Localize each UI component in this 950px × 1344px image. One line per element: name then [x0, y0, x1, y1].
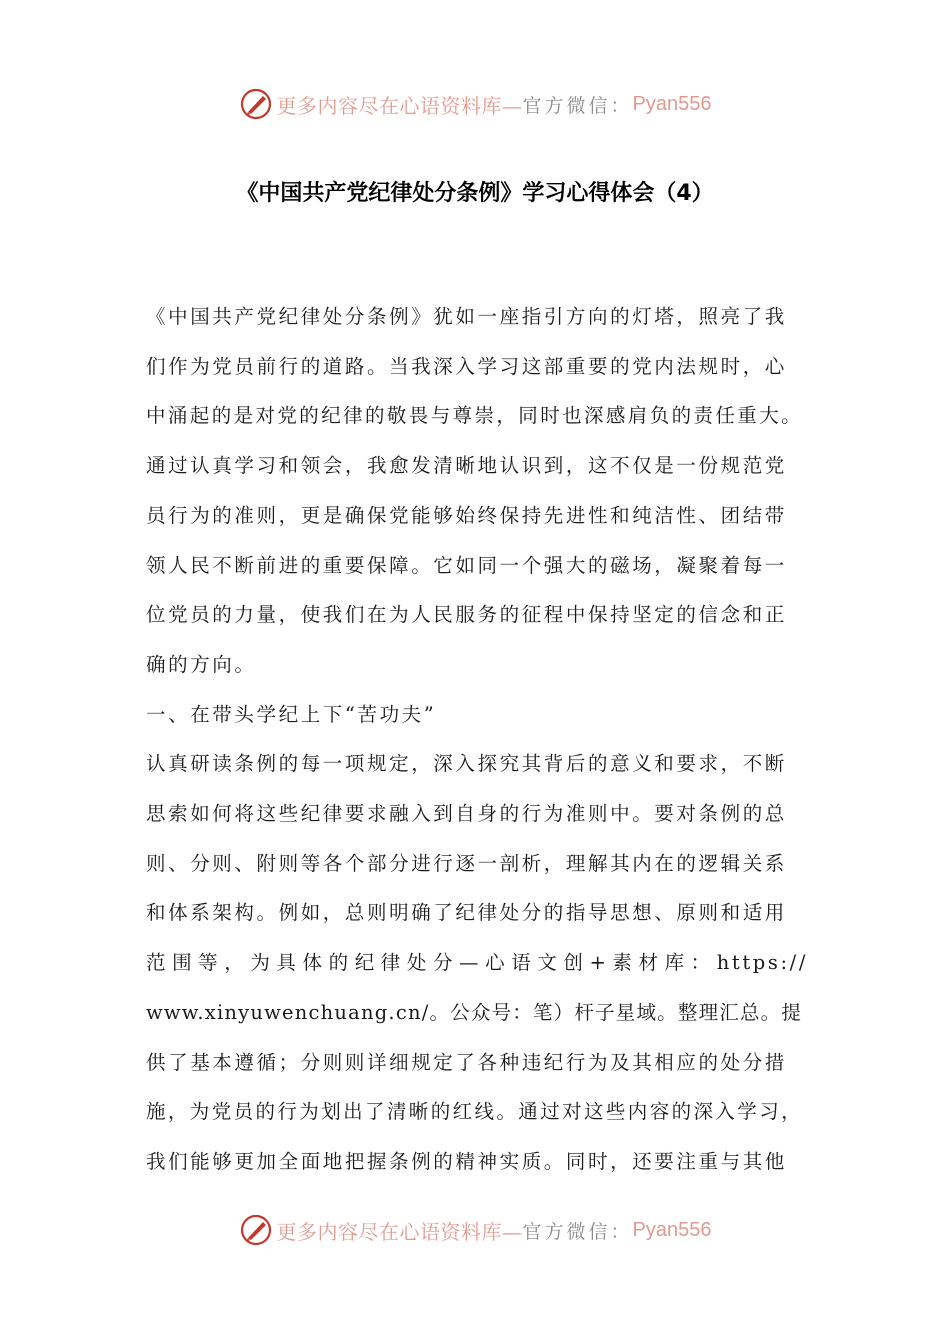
banner-prefix: 更多内容尽在心语资料库— — [276, 1219, 523, 1244]
text-line: 我们能够更加全面地把握条例的精神实质。同时，还要注重与其他 — [146, 1149, 787, 1173]
text-line: 和体系架构。例如，总则明确了纪律处分的指导思想、原则和适用 — [146, 901, 787, 925]
text-line: 确的方向。 — [146, 652, 257, 676]
document-body — [146, 292, 808, 1187]
text-line: 施，为党员的行为划出了清晰的红线。通过对这些内容的深入学习， — [146, 1100, 804, 1124]
text-line-with-url: www.xinyuwenchuang.cn/。公众号：笔）杆子星域。整理汇总。提 — [146, 1000, 803, 1024]
text-line: 领人民不断前进的重要保障。它如同一个强大的磁场，凝聚着每一 — [146, 553, 787, 577]
pen-logo-icon — [239, 87, 273, 121]
footer-banner — [0, 1208, 950, 1252]
banner-wechat-id: Pyan556 — [632, 92, 712, 115]
text-line: 通过认真学习和领会，我愈发清晰地认识到，这不仅是一份规范党 — [146, 454, 787, 478]
text-line: 们作为党员前行的道路。当我深入学习这部重要的党内法规时，心 — [146, 354, 787, 378]
banner-wechat-id: Pyan556 — [632, 1218, 712, 1241]
page-title: 《中国共产党纪律处分条例》学习心得体会（4） — [236, 181, 714, 206]
banner-wechat-label: 官方微信： — [522, 1220, 633, 1243]
section-heading: 一、在带头学纪上下“苦功夫” — [146, 702, 437, 726]
text-line: 员行为的准则，更是确保党能够始终保持先进性和纯洁性、团结带 — [146, 503, 787, 527]
text-line: 供了基本遵循；分则则详细规定了各种违纪行为及其相应的处分措 — [146, 1050, 787, 1074]
text-line: 《中国共产党纪律处分条例》犹如一座指引方向的灯塔，照亮了我 — [146, 305, 787, 328]
text-line: 中涌起的是对党的纪律的敬畏与尊崇，同时也深感肩负的责任重大。 — [146, 404, 804, 428]
text-line: 则、分则、附则等各个部分进行逐一剖析，理解其内在的逻辑关系 — [146, 851, 787, 875]
pen-logo-icon — [239, 1213, 273, 1247]
text-line: 思索如何将这些纪律要求融入到自身的行为准则中。要对条例的总 — [146, 802, 787, 826]
text-line: 位党员的力量，使我们在为人民服务的征程中保持坚定的信念和正 — [146, 603, 787, 627]
text-line-with-url: 范围等，为具体的纪律处分—心语文创+素材库：https:// — [146, 951, 808, 975]
header-banner — [0, 82, 950, 126]
banner-wechat-label: 官方微信： — [522, 94, 633, 117]
text-line: 认真研读条例的每一项规定，深入探究其背后的意义和要求，不断 — [146, 752, 787, 776]
banner-prefix: 更多内容尽在心语资料库— — [276, 93, 523, 118]
